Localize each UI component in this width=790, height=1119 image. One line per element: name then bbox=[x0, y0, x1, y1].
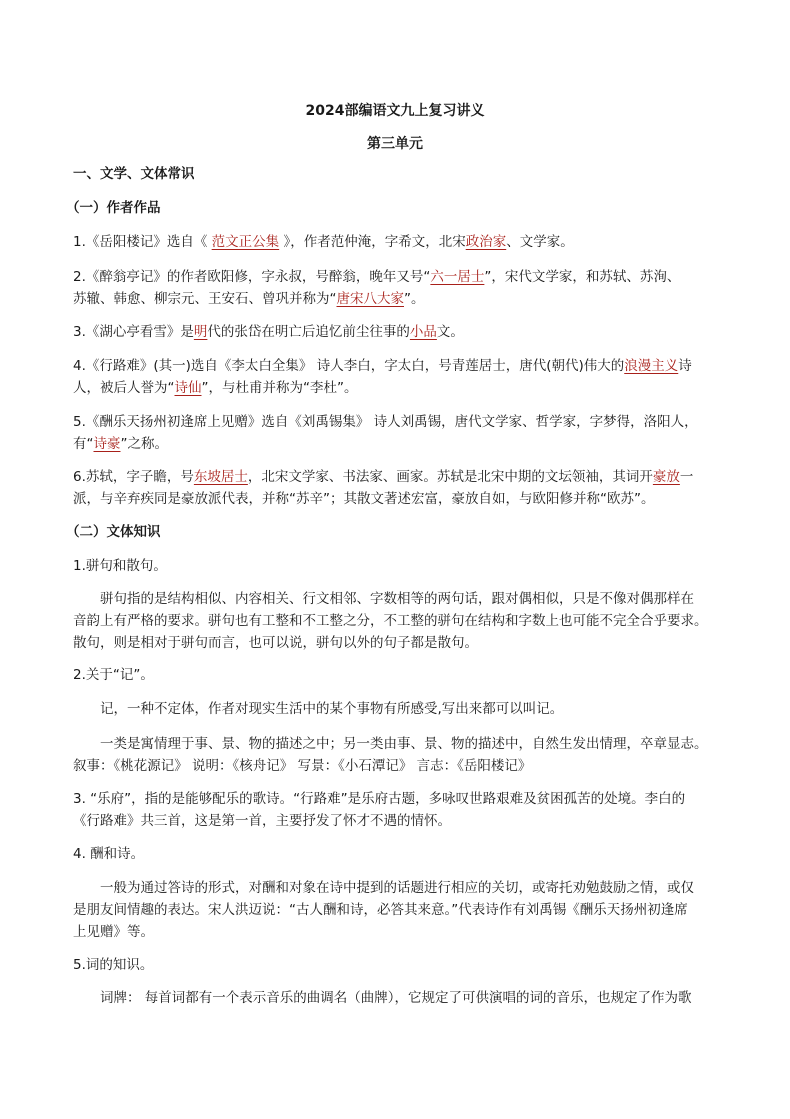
list-item: 6.苏轼，字子瞻，号东坡居士，北宋文学家、书法家、画家。苏轼是北宋中期的文坛领袖，其词开豪放一 bbox=[73, 469, 694, 485]
list-item: 3.《湖心亭看雪》是明代的张岱在明亡后追忆前尘往事的小品文。 bbox=[73, 324, 464, 340]
list-item-continuation: 人，被后人誉为“诗仙”，与杜甫并称为“李杜”。 bbox=[73, 380, 358, 396]
list-item: 1.《岳阳楼记》选自《 范文正公集 》，作者范仲淹，字希文，北宋政治家、文学家。 bbox=[73, 234, 574, 250]
paragraph-line: 《行路难》共三首，这是第一首，主要抒发了怀才不遇的情怀。 bbox=[73, 813, 451, 829]
list-item: 5.《酬乐天扬州初逢席上见赠》选自《刘禹锡集》 诗人刘禹锡，唐代文学家、哲学家，字梦得，洛阳人， bbox=[73, 414, 698, 430]
paragraph-line: 散句，则是相对于骈句而言，也可以说，骈句以外的句子都是散句。 bbox=[73, 635, 478, 651]
section-heading: 一、文学、文体常识 bbox=[73, 166, 195, 182]
answer-blank: 明 bbox=[193, 324, 208, 340]
answer-blank: 诗豪 bbox=[93, 436, 121, 452]
list-item-continuation: 派，与辛弃疾同是豪放派代表，并称“苏辛”；其散文著述宏富，豪放自如，与欧阳修并称“欧苏”。 bbox=[73, 491, 655, 507]
paragraph-line: 一般为通过答诗的形式，对酬和对象在诗中提到的话题进行相应的关切，或寄托劝勉鼓励之情，或仅 bbox=[100, 880, 694, 896]
answer-blank: 政治家 bbox=[465, 234, 507, 250]
document-title: 2024部编语文九上复习讲义 bbox=[305, 103, 485, 119]
subsection-heading: （一）作者作品 bbox=[66, 200, 161, 216]
paragraph-line: 音韵上有严格的要求。骈句也有工整和不工整之分，不工整的骈句在结构和字数上也可能不完全合乎要求。 bbox=[73, 613, 708, 629]
answer-blank: 豪放 bbox=[652, 469, 680, 485]
answer-blank: 浪漫主义 bbox=[624, 358, 679, 374]
answer-blank: 六一居士 bbox=[430, 269, 485, 285]
paragraph-line: 上见赠》等。 bbox=[73, 924, 154, 940]
list-item: 2.《醉翁亭记》的作者欧阳修，字永叔，号醉翁，晚年又号“六一居士”，宋代文学家，和苏轼、苏洵、 bbox=[73, 269, 681, 285]
paragraph-line: 词牌： 每首词都有一个表示音乐的曲调名（曲牌），它规定了可供演唱的词的音乐，也规定了作为歌 bbox=[100, 990, 692, 1006]
answer-blank: 东坡居士 bbox=[193, 469, 248, 485]
list-item-continuation: 有“诗豪”之称。 bbox=[73, 436, 168, 452]
answer-blank: 小品 bbox=[409, 324, 437, 340]
paragraph-heading: 5.词的知识。 bbox=[73, 957, 154, 973]
unit-title: 第三单元 bbox=[367, 136, 423, 152]
answer-blank: 唐宋八大家 bbox=[336, 291, 404, 307]
paragraph-line: 3. “乐府”，指的是能够配乐的歌诗。“行路难”是乐府古题，多咏叹世路艰难及贫困孤苦的处境。李白的 bbox=[73, 791, 686, 807]
paragraph-line: 骈句指的是结构相似、内容相关、行文相邻、字数相等的两句话，跟对偶相似，只是不像对偶那样在 bbox=[100, 591, 694, 607]
paragraph-line: 一类是寓情理于事、景、物的描述之中；另一类由事、景、物的描述中，自然生发出情理，卒章显志。 bbox=[100, 736, 708, 752]
paragraph-heading: 4. 酬和诗。 bbox=[73, 846, 145, 862]
subsection-heading: （二）文体知识 bbox=[66, 524, 161, 540]
answer-blank: 范文正公集 bbox=[211, 234, 280, 250]
answer-blank: 诗仙 bbox=[174, 380, 202, 396]
paragraph-heading: 2.关于“记”。 bbox=[73, 667, 154, 683]
list-item: 4.《行路难》(其一)选自《李太白全集》 诗人李白，字太白，号青莲居士，唐代(朝代)伟大的浪漫主义诗 bbox=[73, 358, 692, 374]
paragraph-line: 记，一种不定体，作者对现实生活中的某个事物有所感受,写出来都可以叫记。 bbox=[100, 701, 564, 717]
paragraph-heading: 1.骈句和散句。 bbox=[73, 558, 167, 574]
list-item-continuation: 苏辙、韩愈、柳宗元、王安石、曾巩并称为“唐宋八大家”。 bbox=[73, 291, 425, 307]
paragraph-line: 是朋友间情趣的表达。宋人洪迈说：“古人酬和诗，必答其来意。”代表诗作有刘禹锡《酬乐天扬州初逢席 bbox=[73, 902, 688, 918]
paragraph-line: 叙事：《桃花源记》 说明：《核舟记》 写景：《小石潭记》 言志：《岳阳楼记》 bbox=[73, 758, 532, 774]
